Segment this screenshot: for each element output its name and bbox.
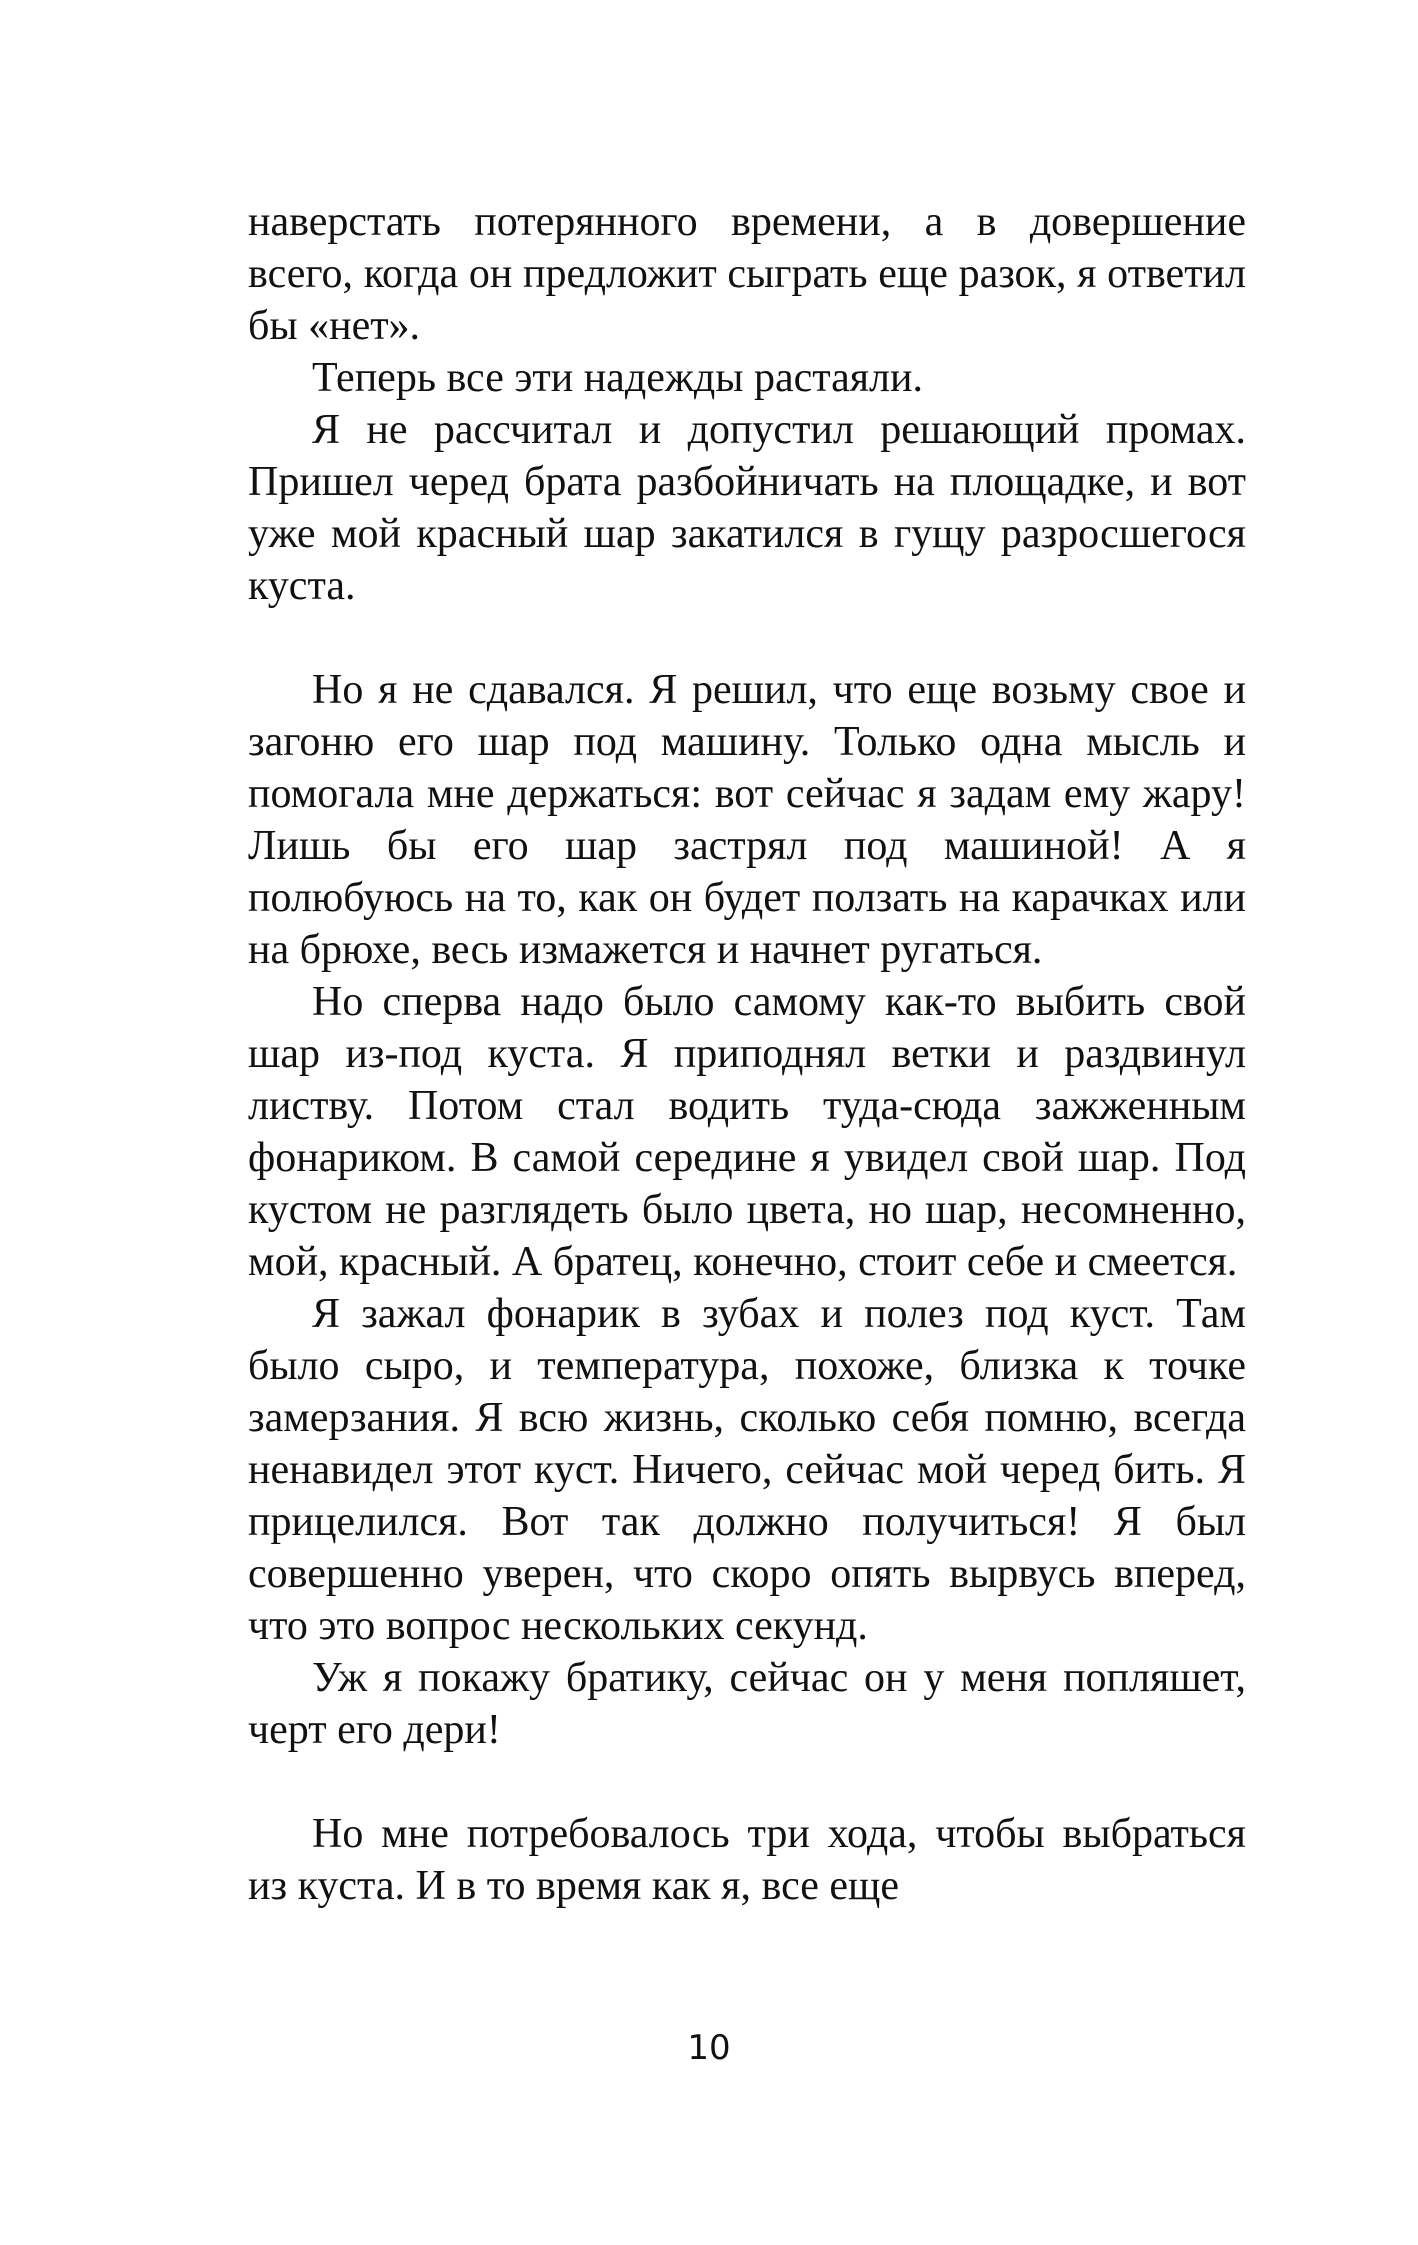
paragraph: Теперь все эти надежды растаяли.	[312, 355, 923, 401]
section-break	[248, 612, 1246, 664]
paragraph: Но я не сдавался. Я решил, что еще возьму свое и загоню его шар под машину. Только одна мысль и помогала мне держаться: вот сейчас я задам ему жару! Лишь бы его шар застрял под машиной! А я полюбуюсь на то, как он будет ползать на карачках или на брюхе, весь измажется и начнет ругаться.	[248, 667, 1246, 973]
paragraph: наверстать потерянного времени, а в довершение всего, когда он предложит сыграть еще разок, я ответил бы «нет».	[248, 199, 1246, 349]
section-break	[248, 1756, 1246, 1808]
paragraph: Но сперва надо было самому как-то выбить свой шар из-под куста. Я приподнял ветки и раздвинул листву. Потом стал водить туда-сюда зажженным фонариком. В самой середине я увидел свой шар. Под кустом не разглядеть было цвета, но шар, несомненно, мой, красный. А братец, конечно, стоит себе и смеется.	[248, 979, 1246, 1285]
page-number: 10	[687, 2028, 731, 2068]
paragraph: Я не рассчитал и допустил решающий промах. Пришел черед брата разбойничать на площадке, и вот уже мой красный шар закатился в гущу разросшегося куста.	[248, 407, 1246, 609]
paragraph: Но мне потребовалось три хода, чтобы выбраться из куста. И в то время как я, все еще	[248, 1811, 1246, 1909]
body-text	[248, 196, 1246, 1912]
paragraph: Я зажал фонарик в зубах и полез под куст. Там было сыро, и температура, похоже, близка к точке замерзания. Я всю жизнь, сколько себя помню, всегда ненавидел этот куст. Ничего, сейчас мой черед бить. Я прицелился. Вот так должно получиться! Я был совершенно уверен, что скоро опять вырвусь вперед, что это вопрос нескольких секунд.	[248, 1291, 1246, 1649]
paragraph: Уж я покажу братику, сейчас он у меня попляшет, черт его дери!	[248, 1655, 1246, 1753]
